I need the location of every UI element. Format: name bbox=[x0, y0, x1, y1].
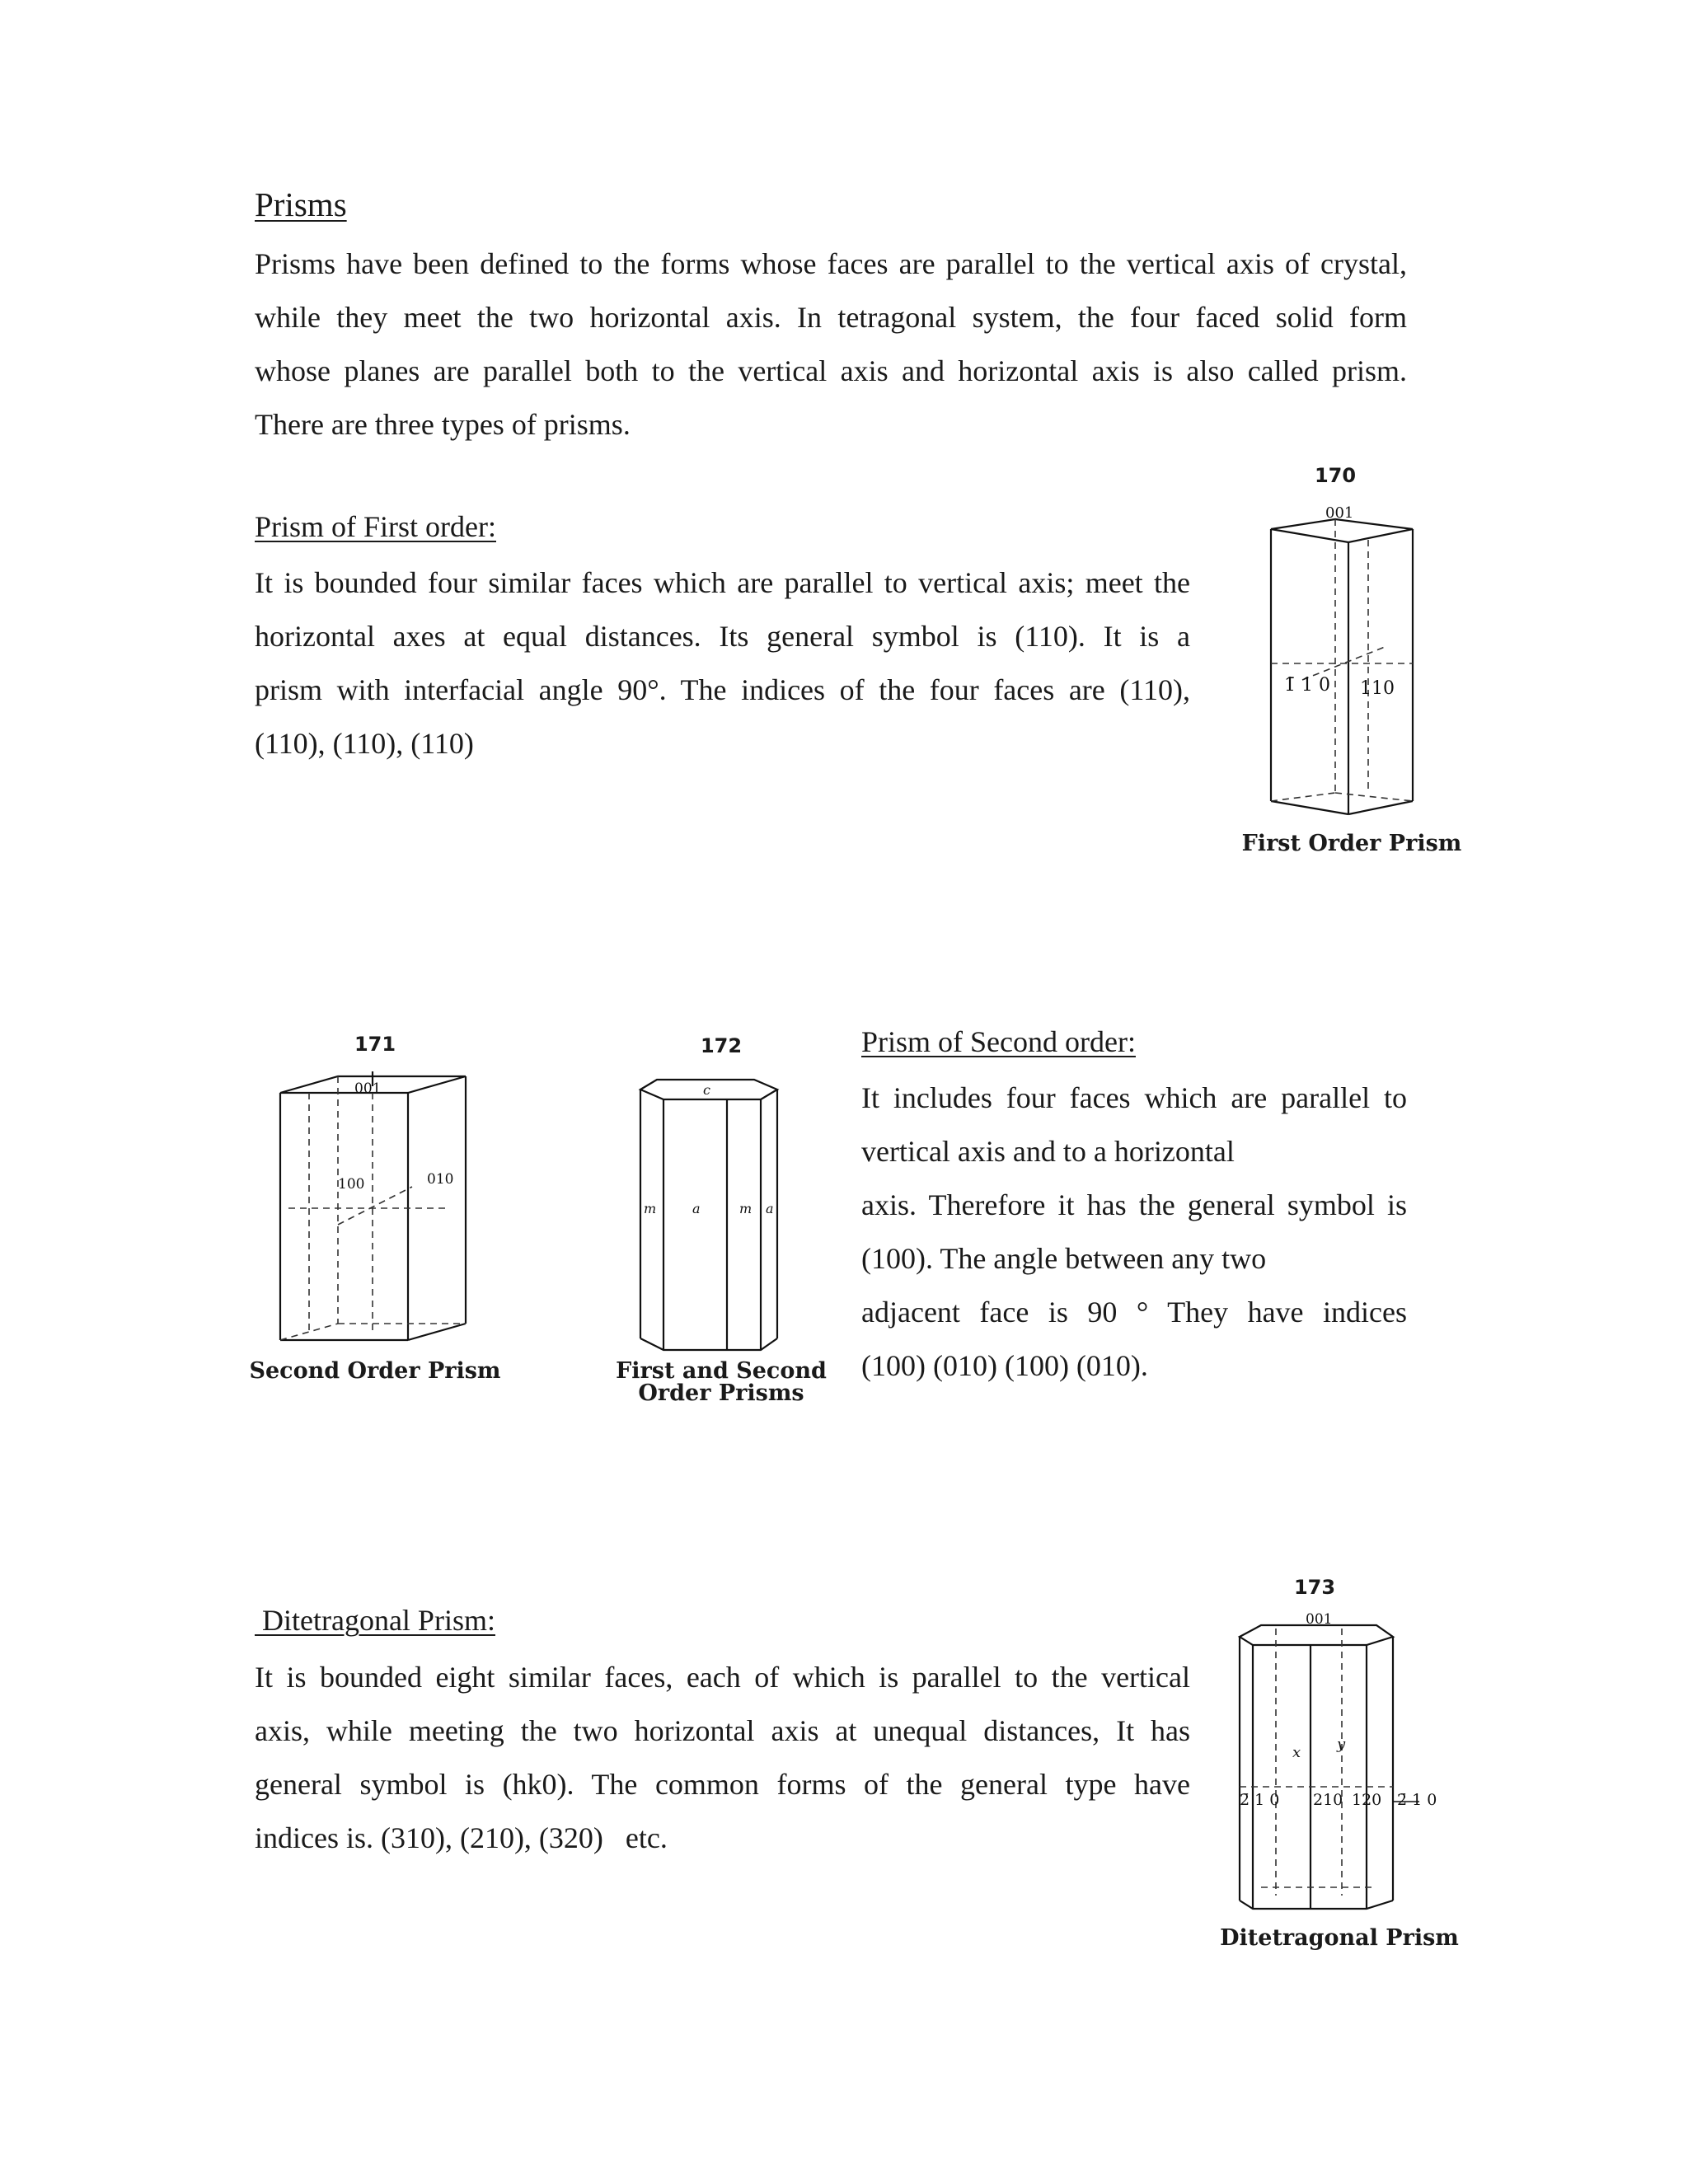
figure-173-face-label-3: 120 bbox=[1352, 1791, 1382, 1809]
figure-173-face-label-4: 2̄ 1 0 bbox=[1397, 1791, 1437, 1809]
first-order-line: horizontal axes at equal distances. Its general symbol is (110). It is a bbox=[255, 620, 1190, 653]
intro-line: whose planes are parallel both to the vertical axis and horizontal axis is also called prism. bbox=[255, 354, 1407, 387]
ditetragonal-line: general symbol is (hk0). The common forms of the general type have bbox=[255, 1768, 1190, 1801]
figure-171-number: 171 bbox=[354, 1033, 396, 1056]
figure-173-face-label-x: x bbox=[1292, 1744, 1301, 1761]
second-order-line: It includes four faces which are parallel to bbox=[861, 1081, 1407, 1114]
figure-172-caption-line: First and Second bbox=[616, 1358, 827, 1384]
ditetragonal-paragraph bbox=[255, 1651, 1190, 1865]
ditetragonal-line: axis, while meeting the two horizontal axis at unequal distances, It has bbox=[255, 1714, 1190, 1747]
figure-172-combined-prism bbox=[631, 1065, 812, 1361]
second-order-heading: Prism of Second order: bbox=[861, 1025, 1136, 1058]
figure-170-face-label-top: 001 bbox=[1325, 504, 1354, 522]
figure-171-face-label-front: 100 bbox=[338, 1176, 365, 1193]
page-title: Prisms bbox=[255, 185, 347, 223]
figure-172-caption-line: Order Prisms bbox=[638, 1380, 804, 1406]
figure-173-caption: Ditetragonal Prism bbox=[1220, 1925, 1459, 1951]
figure-170-face-label-right: 110 bbox=[1360, 678, 1395, 699]
figure-170-caption: First Order Prism bbox=[1241, 831, 1462, 856]
figure-172-face-label-a2: a bbox=[766, 1201, 774, 1216]
figure-170-first-order-prism bbox=[1253, 494, 1434, 824]
second-order-line: vertical axis and to a horizontal bbox=[861, 1135, 1235, 1168]
ditetragonal-heading: Ditetragonal Prism: bbox=[255, 1604, 495, 1637]
first-order-heading: Prism of First order: bbox=[255, 510, 496, 543]
figure-173-number: 173 bbox=[1293, 1576, 1336, 1599]
figure-173-face-label-1: 2̄ 1 0 bbox=[1240, 1791, 1280, 1809]
intro-line: Prisms have been defined to the forms whose faces are parallel to the vertical axis of crystal, bbox=[255, 247, 1407, 280]
figure-171-face-label-side: 010 bbox=[427, 1171, 454, 1188]
intro-line: while they meet the two horizontal axis. In tetragonal system, the four faced solid form bbox=[255, 301, 1407, 334]
figure-172-face-label-a1: a bbox=[692, 1201, 701, 1216]
intro-paragraph bbox=[255, 237, 1407, 452]
intro-line: There are three types of prisms. bbox=[255, 408, 631, 441]
figure-172-number: 172 bbox=[700, 1034, 743, 1057]
second-order-line: adjacent face is 90 ° They have indices bbox=[861, 1296, 1407, 1329]
figure-172-face-label-c: c bbox=[703, 1082, 710, 1098]
first-order-paragraph bbox=[255, 556, 1190, 771]
figure-170-number: 170 bbox=[1314, 464, 1357, 487]
figure-172-caption bbox=[602, 1360, 841, 1404]
figure-173-ditetragonal-prism bbox=[1228, 1607, 1442, 1929]
second-order-line: axis. Therefore it has the general symbol is bbox=[861, 1188, 1407, 1221]
second-order-line: (100) (010) (100) (010). bbox=[861, 1349, 1148, 1382]
figure-173-face-label-y: y bbox=[1337, 1736, 1346, 1753]
figure-171-face-label-top: 001 bbox=[354, 1080, 382, 1097]
second-order-line: (100). The angle between any two bbox=[861, 1242, 1267, 1275]
figure-173-face-label-2: 210 bbox=[1313, 1791, 1343, 1809]
ditetragonal-line: It is bounded eight similar faces, each of which is parallel to the vertical bbox=[255, 1661, 1190, 1694]
second-order-paragraph bbox=[861, 1071, 1407, 1393]
figure-171-caption: Second Order Prism bbox=[249, 1358, 501, 1384]
figure-172-face-label-m2: m bbox=[739, 1201, 753, 1216]
first-order-line: (110), (110), (110) bbox=[255, 727, 474, 760]
figure-172-face-label-m1: m bbox=[644, 1201, 657, 1216]
first-order-line: prism with interfacial angle 90°. The indices of the four faces are (110), bbox=[255, 673, 1190, 706]
figure-173-face-label-top: 001 bbox=[1306, 1611, 1333, 1628]
first-order-line: It is bounded four similar faces which are parallel to vertical axis; meet the bbox=[255, 566, 1190, 599]
figure-171-second-order-prism bbox=[272, 1063, 478, 1360]
ditetragonal-line: indices is. (310), (210), (320) etc. bbox=[255, 1821, 668, 1854]
figure-170-face-label-left: 1̄ 1 0 bbox=[1284, 675, 1330, 696]
